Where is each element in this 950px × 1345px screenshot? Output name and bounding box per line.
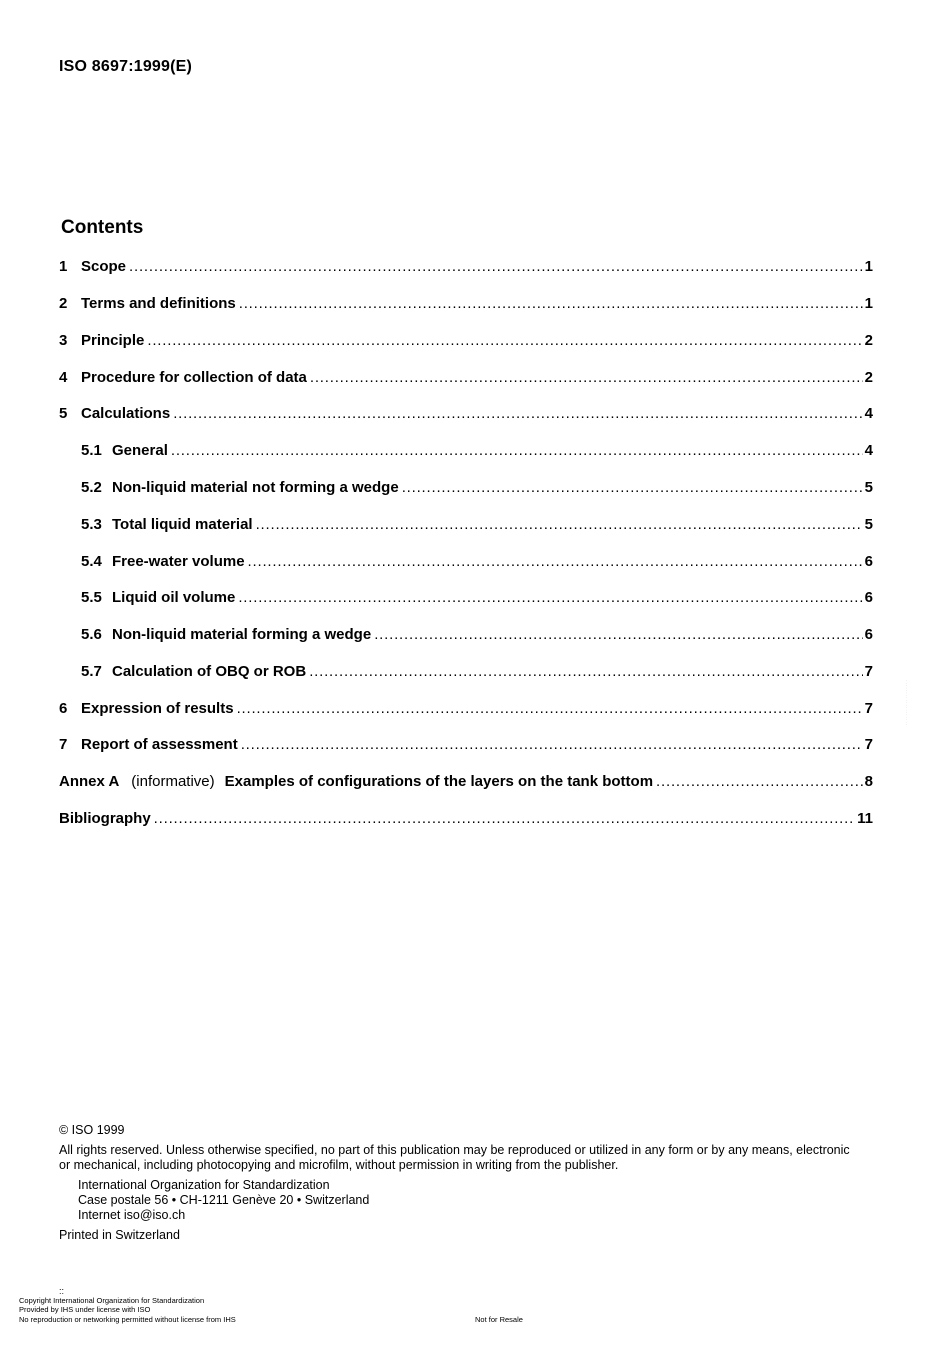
toc-leader-dots: [238, 589, 862, 606]
toc-leader-dots: [241, 736, 863, 753]
toc-entry-title: Non-liquid material forming a wedge: [112, 626, 372, 643]
toc-leader-dots: [309, 663, 862, 680]
document-code: ISO 8697:1999(E): [59, 58, 193, 75]
toc-entry-expression[interactable]: [59, 700, 873, 720]
toc-entry-annex-a[interactable]: [59, 773, 873, 793]
toc-entry-title: Examples of configurations of the layers on the tank bottom: [224, 773, 654, 790]
toc-entry-page: 7: [864, 736, 873, 753]
toc-entry-title: Terms and definitions: [81, 295, 236, 312]
annex-note: (informative): [131, 773, 215, 790]
toc-entry-calculations[interactable]: [59, 405, 873, 425]
toc-leader-dots: [147, 332, 862, 349]
toc-entry-page: 6: [864, 589, 873, 606]
footer-line-1: Copyright International Organization for Standardization: [19, 1296, 205, 1305]
toc-entry-title: Bibliography: [59, 810, 151, 827]
toc-entry-number: 5.2: [81, 479, 102, 496]
toc-leader-dots: [154, 810, 855, 827]
toc-entry-general[interactable]: [81, 442, 873, 462]
toc-entry-page: 7: [864, 663, 873, 680]
toc-entry-number: 5.7: [81, 663, 102, 680]
toc-entry-number: 7: [59, 736, 68, 753]
toc-entry-page: 2: [864, 332, 873, 349]
toc-entry-page: 1: [864, 258, 873, 275]
footer-line-2: Provided by IHS under license with ISO: [19, 1305, 151, 1314]
rights-line-2: or mechanical, including photocopying and microfilm, without permission in writing from the publisher.: [59, 1158, 619, 1172]
toc-entry-number: 5.6: [81, 626, 102, 643]
toc-leader-dots: [656, 773, 863, 790]
toc-entry-title: Non-liquid material not forming a wedge: [112, 479, 399, 496]
toc-entry-page: 11: [857, 810, 873, 827]
toc-entry-free-water[interactable]: [81, 553, 873, 573]
toc-entry-procedure[interactable]: [59, 369, 873, 389]
footer-line-3: No reproduction or networking permitted without license from IHS: [19, 1315, 236, 1324]
toc-entry-liquid-oil[interactable]: [81, 589, 873, 609]
toc-entry-number: 4: [59, 369, 68, 386]
toc-entry-page: 5: [864, 479, 873, 496]
toc-leader-dots: [171, 442, 863, 459]
toc-entry-number: 5.5: [81, 589, 102, 606]
toc-entry-title: Free-water volume: [112, 553, 245, 570]
toc-entry-title: Expression of results: [81, 700, 234, 717]
scan-artifact-marks: · · · · · · · · · · · · · · · · · · ·: [904, 680, 909, 726]
toc-entry-number: 1: [59, 258, 68, 275]
toc-entry-page: 1: [864, 295, 873, 312]
rights-line-1: All rights reserved. Unless otherwise specified, no part of this publication may be reproduced or utilized in any form or by any means, electronic: [59, 1143, 850, 1157]
toc-leader-dots: [256, 516, 863, 533]
toc-leader-dots: [310, 369, 863, 386]
toc-entry-number: 5: [59, 405, 68, 422]
org-address: Case postale 56 • CH-1211 Genève 20 • Switzerland: [78, 1193, 370, 1207]
toc-entry-title: Calculations: [81, 405, 171, 422]
toc-entry-title: Report of assessment: [81, 736, 238, 753]
toc-entry-title: Total liquid material: [112, 516, 253, 533]
toc-entry-page: 2: [864, 369, 873, 386]
footer-mark: ::: [59, 1286, 65, 1296]
toc-entry-title: Scope: [81, 258, 127, 275]
toc-entry-obq-rob[interactable]: [81, 663, 873, 683]
toc-entry-non-liquid-wedge[interactable]: [81, 626, 873, 646]
contents-title: Contents: [61, 217, 144, 238]
toc-entry-number: 3: [59, 332, 68, 349]
toc-entry-non-liquid-no-wedge[interactable]: [81, 479, 873, 499]
toc-entry-report[interactable]: [59, 736, 873, 756]
toc-entry-page: 6: [864, 626, 873, 643]
toc-entry-number: 5.4: [81, 553, 102, 570]
toc-entry-total-liquid[interactable]: [81, 516, 873, 536]
toc-entry-principle[interactable]: [59, 332, 873, 352]
toc-leader-dots: [173, 405, 862, 422]
toc-entry-scope[interactable]: [59, 258, 873, 278]
toc-entry-number: 5.3: [81, 516, 102, 533]
footer-not-for-resale: Not for Resale: [475, 1315, 523, 1324]
toc-entry-number: 5.1: [81, 442, 102, 459]
toc-entry-number: 2: [59, 295, 68, 312]
toc-entry-number: 6: [59, 700, 68, 717]
toc-entry-title: Principle: [81, 332, 145, 349]
toc-leader-dots: [237, 700, 863, 717]
toc-entry-terms[interactable]: [59, 295, 873, 315]
toc-entry-page: 8: [864, 773, 873, 790]
toc-entry-bibliography[interactable]: [59, 810, 873, 830]
toc-leader-dots: [248, 553, 863, 570]
org-internet: Internet iso@iso.ch: [78, 1208, 186, 1222]
toc-entry-page: 6: [864, 553, 873, 570]
printed-in: Printed in Switzerland: [59, 1228, 180, 1242]
toc-entry-page: 4: [864, 405, 873, 422]
toc-entry-title: Liquid oil volume: [112, 589, 236, 606]
toc-entry-page: 5: [864, 516, 873, 533]
toc-leader-dots: [374, 626, 862, 643]
org-name: International Organization for Standardization: [78, 1178, 330, 1192]
copyright-symbol-line: © ISO 1999: [59, 1123, 125, 1137]
toc-entry-title: Procedure for collection of data: [81, 369, 307, 386]
toc-entry-page: 4: [864, 442, 873, 459]
toc-leader-dots: [239, 295, 863, 312]
toc-entry-title: General: [112, 442, 168, 459]
toc-leader-dots: [129, 258, 863, 275]
annex-label: Annex A: [59, 773, 120, 790]
toc-entry-title: Calculation of OBQ or ROB: [112, 663, 307, 680]
toc-entry-page: 7: [864, 700, 873, 717]
toc-leader-dots: [402, 479, 863, 496]
